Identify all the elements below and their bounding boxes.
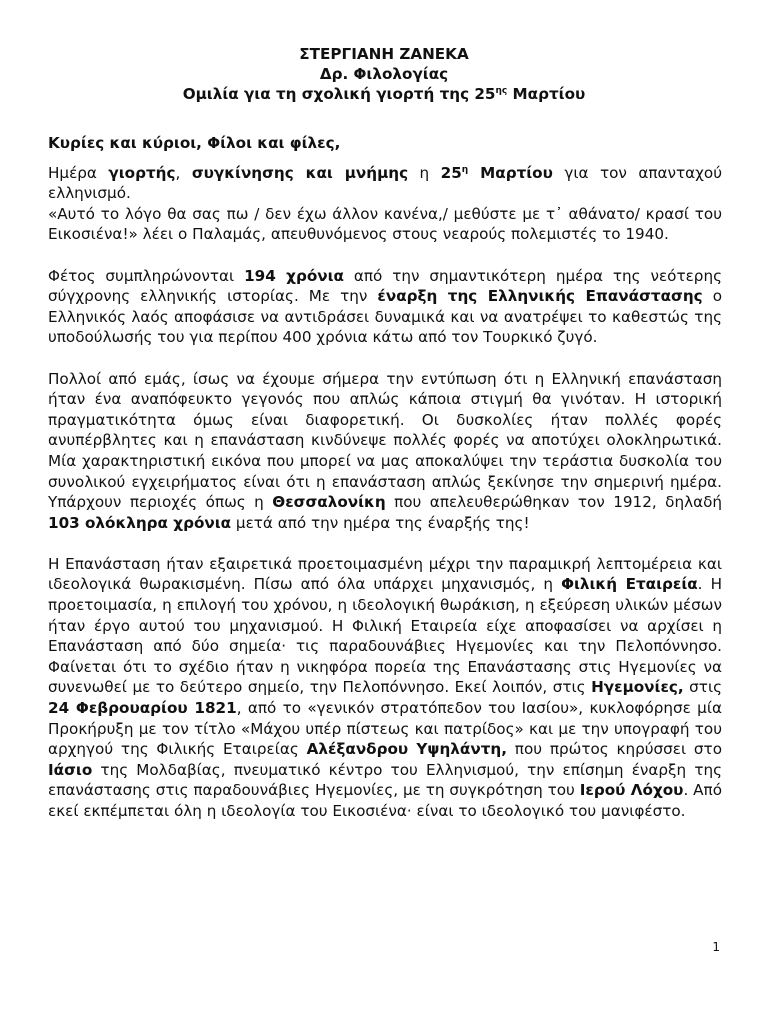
paragraph-1 — [48, 163, 722, 204]
p5-bold-h: Αλέξανδρου Υψηλάντη, — [306, 740, 507, 759]
p5-bold-d: Ηγεμονίες, — [591, 678, 684, 697]
p4-bold-d: 103 ολόκληρα χρόνια — [48, 513, 232, 532]
salutation — [48, 133, 722, 154]
speech-title — [0, 84, 768, 104]
author-degree: Δρ. Φιλολογίας — [319, 65, 449, 83]
p5-bold-f: 24 Φεβρουαρίου 1821 — [48, 699, 237, 718]
p5-bold-l: Ιερού Λόχου — [579, 781, 684, 800]
paragraph-3 — [48, 266, 722, 348]
p5-text-e: στις — [683, 678, 722, 697]
p1-text-a: Ημέρα — [48, 163, 109, 182]
p3-bold-d: έναρξη της Ελληνικής Επανάστασης — [377, 287, 703, 306]
paragraph-4 — [48, 369, 722, 534]
speech-title-end: Μαρτίου — [507, 85, 586, 103]
p5-text-k: της Μολδαβίας, πνευματικό κέντρο του Ελληνισμού, την επίσημη έναρξη της επανάστασης στις παραδουνάβιες Ηγεμονίες, με τη συγκρότηση του — [48, 760, 722, 800]
p1-bold-date — [441, 164, 553, 182]
page-number: 1 — [712, 940, 720, 954]
speech-title-superscript: ης — [495, 86, 508, 96]
p4-text-e: μετά από την ημέρα της έναρξής της! — [231, 513, 530, 532]
p3-text-a: Φέτος συμπληρώνονται — [48, 266, 245, 285]
p3-text-e: ο Ελληνικός λαός αποφάσισε να αντιδράσει δυναμικά και να ανατρέψει το καθεστώς της υποδούλωσής του για περίπου 400 χρόνια κάτω από τον Τουρκικό ζυγό. — [48, 287, 722, 347]
p3-text-c: από την σημαντικότερη ημέρα της νεότερης σύγχρονης ελληνικής ιστορίας. Με την — [48, 266, 722, 306]
p5-bold-j: Ιάσιο — [48, 760, 93, 779]
p5-text-c: . Η προετοιμασία, η επιλογή του χρόνου, η ιδεολογική θωράκιση, η εξεύρεση υλικών μέσων ήταν έργο αυτού του μηχανισμού. Η Φιλική Εταιρεία είχε αποφασίσει να αρχίσει η Επανάσταση από δύο σημεία· τις παραδουνάβιες Ηγεμονίες και την Πελοπόννησο. Φαίνεται ότι το σχέδιο ήταν η νικηφόρα πορεία της Επανάστασης στις Ηγεμονίες να συνενωθεί με το δεύτερο σημείο, την Πελοπόννησο. Εκεί λοιπόν, στις — [48, 575, 722, 697]
p5-bold-b: Φιλική Εταιρεία — [561, 575, 698, 594]
document-header — [0, 44, 768, 104]
salutation-text: Κυρίες και κύριοι, Φίλοι και φίλες, — [48, 134, 341, 152]
p4-text-a: Πολλοί από εμάς, ίσως να έχουμε σήμερα την εντύπωση ότι η Ελληνική επανάσταση ήταν ένα αναπόφευκτο γεγονός που απλώς κάποια στιγμή θα γινόταν. Η ιστορική πραγματικότητα όμως είναι διαφορετική. Οι δυσκολίες ήταν πολλές φορές ανυπέρβλητες και η επανάσταση κινδύνεψε πολλές φορές να αποτύχει ολοκληρωτικά. Μία χαρακτηριστική εικόνα που μπορεί να μας αποκαλύψει την τεράστια δυσκολία του συνολικού εγχειρήματος είναι ότι η επανάσταση απλώς ξεκίνησε την σημερινή ημέρα. Υπάρχουν περιοχές όπως η — [48, 369, 722, 512]
p3-bold-b: 194 χρόνια — [244, 266, 344, 285]
p4-bold-b: Θεσσαλονίκη — [272, 493, 386, 512]
p1-text-h: για τον απανταχού ελληνισμό. — [48, 163, 723, 203]
p1-bold-d: συγκίνησης και μνήμης — [191, 163, 409, 182]
author-name: ΣΤΕΡΓΙΑΝΗ ΖΑΝΕΚΑ — [299, 45, 469, 63]
p1-superscript: η — [461, 164, 469, 175]
p1-text-c: , — [175, 163, 192, 182]
speech-title-text: Ομιλία για τη σχολική γιορτή της 25 — [182, 85, 496, 103]
paragraph-5 — [48, 554, 722, 822]
document-body — [48, 133, 722, 822]
p1-bold-g: Μαρτίου — [468, 163, 553, 182]
p1-bold-b: γιορτής — [108, 163, 176, 182]
p1-text-e: η — [408, 163, 441, 182]
p4-text-c: που απελευθερώθηκαν τον 1912, δηλαδή — [385, 493, 722, 512]
p5-text-g: , από το «γενικόν στρατόπεδον του Ιασίου», κυκλοφόρησε μία Προκήρυξη με τον τίτλο «Μάχου υπέρ πίστεως και πατρίδος» και με την υπογραφή του αρχηγού της Φιλικής Εταιρείας — [48, 699, 722, 759]
p5-text-a: Η Επανάσταση ήταν εξαιρετικά προετοιμασμένη μέχρι την παραμικρή λεπτομέρεια και ιδεολογικά θωρακισμένη. Πίσω από όλα υπάρχει μηχανισμός, η — [48, 554, 722, 594]
p5-text-m: . Από εκεί εκπέμπεται όλη η ιδεολογία του Εικοσιένα· είναι το ιδεολογικό του μανιφέστο. — [48, 781, 722, 820]
p1-bold-f: 25 — [440, 163, 462, 182]
paragraph-2: «Αυτό το λόγο θα σας πω / δεν έχω άλλον κανένα,/ μεθύστε με τ᾽ αθάνατο/ κρασί του Εικοσιένα!» λέει ο Παλαμάς, απευθυνόμενος στους νεαρούς πολεμιστές το 1940. — [48, 204, 722, 244]
p5-text-i: που πρώτος κηρύσσει στο — [506, 740, 722, 759]
